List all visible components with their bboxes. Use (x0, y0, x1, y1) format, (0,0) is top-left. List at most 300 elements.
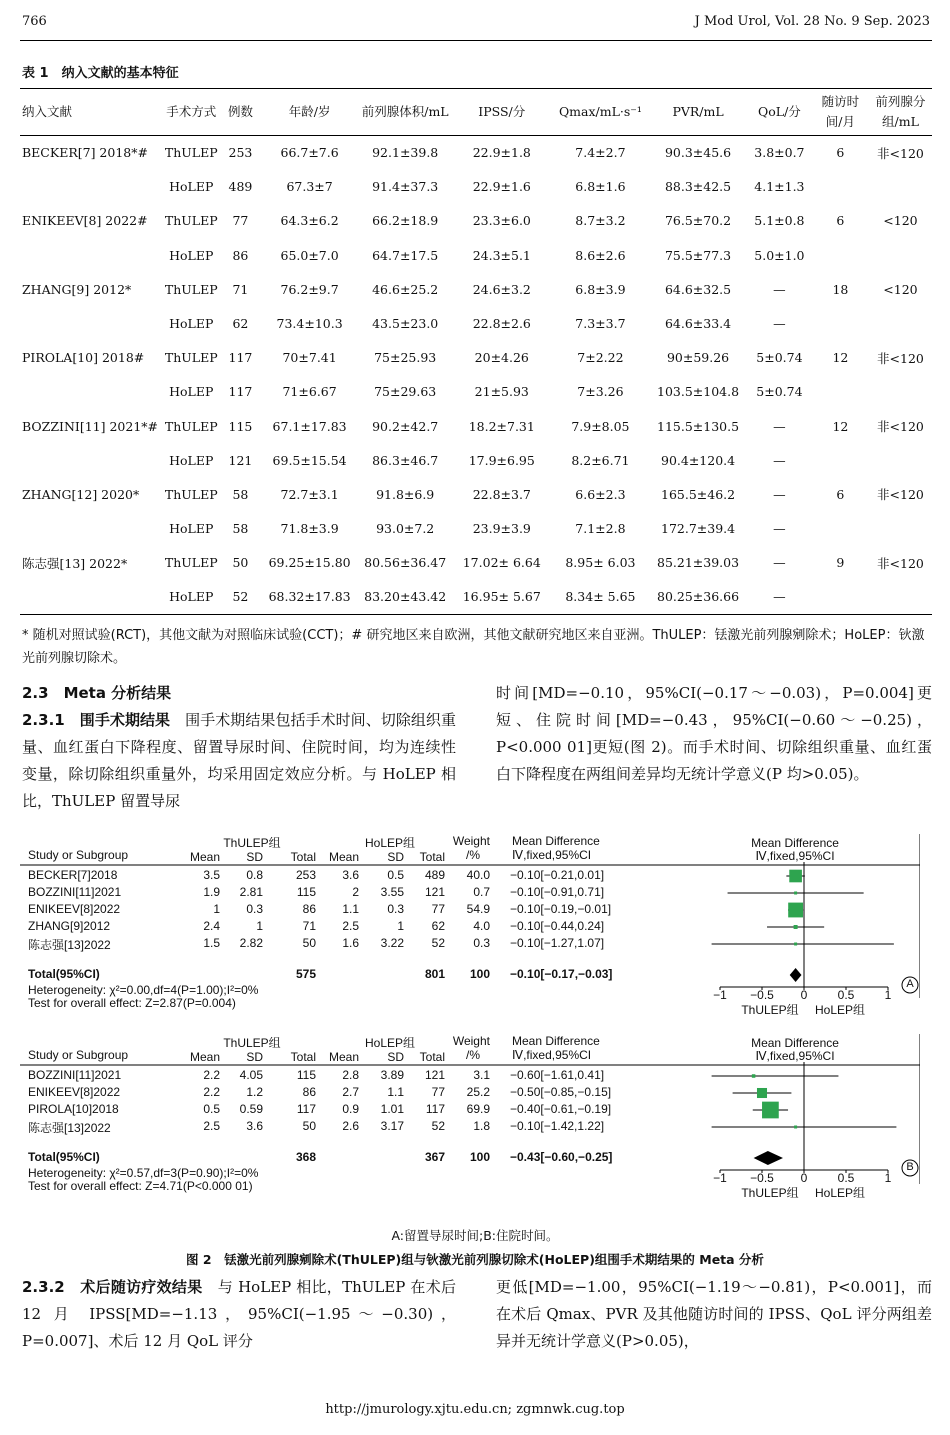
group1-header: ThULEP组 (223, 1036, 281, 1050)
table-cell (20, 512, 162, 546)
mean2-value: 2.5 (342, 919, 359, 933)
sd1-value: 3.6 (246, 1119, 263, 1133)
sd2-header: SD (387, 850, 404, 864)
table-cell (869, 306, 932, 340)
table-cell (20, 443, 162, 477)
table-cell: 115.5±130.5 (657, 418, 740, 434)
mean2-header: Mean (328, 850, 359, 864)
table-cell: 90.4±120.4 (661, 452, 736, 468)
table-cell: PIROLA[10] 2018# (22, 350, 145, 366)
axis-label-left: ThULEP组 (741, 1186, 799, 1200)
table-cell: 75±29.63 (374, 384, 437, 400)
table-cell: 4.1±1.3 (754, 179, 805, 195)
table-cell: 75±25.93 (374, 350, 437, 366)
table-cell: <120 (883, 213, 918, 229)
effect-square (794, 892, 797, 895)
table-cell: HoLEP (162, 580, 220, 614)
table-row (20, 443, 932, 477)
table-row (20, 580, 932, 614)
table-cell (869, 375, 932, 409)
weight-unit: /% (465, 848, 480, 862)
table-cell: 7.1±2.8 (575, 521, 626, 537)
table-cell: 20±4.26 (474, 350, 529, 366)
overall-effect: Test for overall effect: Z=4.71(P<0.000 01) (28, 1179, 253, 1193)
total1-value: 253 (295, 868, 316, 882)
panel-label: B (906, 1161, 914, 1173)
table-cell: 非<120 (877, 145, 924, 161)
table-cell: 64.3±6.2 (280, 213, 339, 229)
figure-subcaption: A:留置导尿时间;B:住院时间。 (391, 1228, 559, 1243)
table-cell: — (773, 555, 786, 571)
md-plot-method: Ⅳ,fixed,95%CI (755, 1049, 835, 1063)
table-cell: 18.2±7.31 (468, 418, 535, 434)
sd1-header: SD (246, 1050, 263, 1064)
table-row (20, 512, 932, 546)
mean1-value: 3.5 (203, 868, 220, 882)
forest-plot-b (20, 1034, 920, 1210)
study-name: BECKER[7]2018 (28, 868, 118, 882)
table-cell: 73.4±10.3 (276, 316, 343, 332)
table-cell: 69.5±15.54 (272, 452, 347, 468)
col-followup: 随访时间/月 (812, 89, 869, 136)
sd2-value: 3.89 (380, 1068, 404, 1082)
table-cell: ThULEP (164, 350, 218, 366)
table-cell: ThULEP (164, 145, 218, 161)
table-cell: 8.7±3.2 (575, 213, 626, 229)
mean2-value: 2.7 (342, 1085, 359, 1099)
table-row (20, 136, 932, 170)
sd2-value: 0.3 (387, 902, 404, 916)
total-n2: 801 (424, 967, 445, 981)
table-cell: 5±0.74 (756, 350, 803, 366)
table-cell: 165.5±46.2 (661, 486, 736, 502)
mean1-value: 1.9 (203, 885, 220, 899)
table-cell: 75.5±77.3 (664, 247, 732, 263)
table-cell: 72.7±3.1 (280, 486, 339, 502)
table-cell: HoLEP (169, 316, 214, 332)
total2-value: 77 (431, 902, 445, 916)
mean1-value: 1 (213, 902, 220, 916)
table-cell: 172.7±39.4 (661, 521, 736, 537)
sd1-value: 1 (256, 919, 263, 933)
table-row (20, 375, 932, 409)
weight-value: 69.9 (466, 1102, 490, 1116)
table-cell: 85.21±39.03 (657, 555, 740, 571)
page-number: 766 (22, 14, 47, 29)
effect-square (794, 1126, 797, 1129)
table-cell (869, 512, 932, 546)
axis-tick-label: −0.5 (750, 1171, 774, 1185)
total-n2: 367 (424, 1150, 445, 1164)
table-cell: 103.5±104.8 (657, 384, 740, 400)
table-cell: 非<120 (877, 419, 924, 435)
table-cell (869, 238, 932, 272)
mean1-value: 2.2 (203, 1085, 220, 1099)
table-row (20, 238, 932, 272)
table-cell: 12 (832, 418, 849, 434)
md-plot-method: Ⅳ,fixed,95%CI (755, 849, 835, 863)
table-cell: 117 (228, 384, 253, 400)
axis-tick-label: 0 (800, 988, 808, 1002)
total2-value: 62 (431, 919, 445, 933)
table-cell: 22.9±1.6 (472, 179, 531, 195)
table-header-row (20, 89, 932, 136)
table-cell: 21±5.93 (474, 384, 529, 400)
section-text-right: 时间[MD=−0.10，95%CI(−0.17～−0.03)，P=0.004]更短、住院时间[MD=−0.43，95%CI(−0.60～−0.25)，P<0.000 01]更短(图 2)。而手术时间、切除组织重量、血红蛋白下降程度在两组间差异均无统计学意义(P 均>0.05)。 (496, 684, 932, 783)
table-cell: 8.34± 5.65 (552, 580, 650, 614)
total-ci: −0.43[−0.60,−0.25] (510, 1150, 613, 1164)
table-cell: 64.6±33.4 (664, 316, 732, 332)
col-volume: 前列腺体积/mL (358, 89, 452, 136)
heterogeneity: Heterogeneity: χ²=0.00,df=4(P=1.00);I²=0% (28, 983, 259, 997)
table-cell: 16.95± 5.67 (452, 580, 552, 614)
table-cell: <120 (883, 281, 918, 297)
table-cell: 64.6±32.5 (664, 281, 732, 297)
table-cell: ENIKEEV[8] 2022# (22, 213, 148, 229)
mean1-value: 1.5 (203, 936, 220, 950)
total2-value: 489 (424, 868, 445, 882)
followup-text-right: 更低[MD=−1.00，95%CI(−1.19～−0.81)，P<0.001]，而在术后 Qmax、PVR 及其他随访时间的 IPSS、QoL 评分两组差异并无统计学意义(P>0.05)， (496, 1278, 932, 1350)
table-cell: 7.4±2.7 (575, 145, 626, 161)
group2-header: HoLEP组 (364, 836, 416, 850)
table-row (20, 546, 932, 580)
table-cell: HoLEP (169, 247, 214, 263)
table-cell: 5±0.74 (756, 384, 803, 400)
table-cell: ThULEP (164, 555, 218, 571)
table-cell: 22.8±2.6 (472, 316, 531, 332)
sd2-value: 0.5 (387, 868, 404, 882)
table-cell: 24.6±3.2 (472, 281, 531, 297)
weight-value: 25.2 (466, 1085, 490, 1099)
table-row (20, 170, 932, 204)
table-cell: 67.1±17.83 (272, 418, 347, 434)
study-header: Study or Subgroup (28, 848, 129, 862)
axis-label-left: ThULEP组 (741, 1003, 799, 1017)
table-cell: 22.9±1.8 (472, 145, 531, 161)
table-cell (20, 238, 162, 272)
total2-value: 52 (431, 1119, 445, 1133)
axis-label-right: HoLEP组 (814, 1186, 866, 1200)
mean2-header: Mean (328, 1050, 359, 1064)
md-header: Mean Difference (512, 1034, 600, 1048)
total1-value: 71 (302, 919, 316, 933)
table-cell: 489 (228, 179, 253, 195)
table-cell: ThULEP (164, 213, 218, 229)
axis-tick-label: 0.5 (837, 988, 855, 1002)
total1-value: 86 (302, 1085, 316, 1099)
weight-unit: /% (465, 1048, 480, 1062)
table-cell: 52 (220, 580, 261, 614)
axis-label-right: HoLEP组 (814, 1003, 866, 1017)
table-cell: 3.8±0.7 (754, 145, 805, 161)
table-cell: 90±59.26 (666, 350, 730, 366)
table-cell: HoLEP (169, 521, 214, 537)
total2-header: Total (419, 1050, 445, 1064)
table-cell: ThULEP (164, 281, 218, 297)
table-cell: 69.25±15.80 (268, 555, 351, 571)
total1-header: Total (290, 850, 316, 864)
study-name: BOZZINI[11]2021 (28, 885, 122, 899)
table-cell: 65.0±7.0 (280, 247, 339, 263)
ci-text: −0.60[−1.61,0.41] (510, 1068, 605, 1082)
subsection-heading: 2.3.1 围手术期结果 (22, 711, 171, 729)
mean1-value: 0.5 (203, 1102, 220, 1116)
total2-value: 117 (425, 1102, 445, 1116)
table-cell: — (773, 486, 786, 502)
mean2-value: 2.8 (342, 1068, 359, 1082)
table-cell: 17.02± 6.64 (462, 555, 541, 571)
weight-value: 54.9 (466, 902, 490, 916)
table-cell: 5.0±1.0 (754, 247, 805, 263)
table-cell: 23.3±6.0 (472, 213, 531, 229)
table-row (20, 409, 932, 443)
table-cell: ThULEP (164, 486, 218, 502)
weight-header: Weight (452, 1034, 490, 1048)
table-cell: 9 (836, 555, 845, 571)
sd2-value: 1 (397, 919, 404, 933)
table-cell: 71 (232, 281, 249, 297)
table-cell: 7.3±3.7 (575, 316, 626, 332)
table-cell: 58 (232, 521, 249, 537)
table-cell: 46.6±25.2 (372, 281, 439, 297)
sd2-value: 3.55 (380, 885, 404, 899)
table-cell: BECKER[7] 2018*# (22, 145, 148, 161)
table-cell: 121 (228, 452, 253, 468)
mean1-value: 2.4 (203, 919, 220, 933)
md-plot-header: Mean Difference (751, 836, 839, 850)
table-cell: 66.7±7.6 (280, 145, 339, 161)
total1-value: 50 (302, 936, 316, 950)
table-cell: 6 (836, 486, 845, 502)
table-cell: 253 (228, 145, 253, 161)
table-cell: 43.5±23.0 (372, 316, 439, 332)
col-study: 纳入文献 (20, 89, 162, 136)
table-cell: 50 (232, 555, 249, 571)
table-cell: HoLEP (169, 384, 214, 400)
study-name: 陈志强[13]2022 (28, 938, 111, 952)
table-cell: 117 (228, 350, 253, 366)
axis-tick-label: −0.5 (750, 988, 774, 1002)
total-n1: 368 (295, 1150, 316, 1164)
table-cell: 91.8±6.9 (376, 486, 435, 502)
mean1-header: Mean (189, 850, 220, 864)
table-cell: 7±2.22 (577, 350, 624, 366)
table-cell: 86.3±46.7 (372, 452, 439, 468)
header-rule (20, 40, 932, 41)
table-row (20, 272, 932, 306)
table-cell: ThULEP (164, 418, 218, 434)
pooled-diamond (754, 1151, 783, 1165)
table-cell (869, 170, 932, 204)
footer-url: http://jmurology.xjtu.edu.cn; zgmnwk.cug.top (325, 1402, 625, 1417)
effect-square (789, 870, 802, 883)
sd2-value: 3.17 (380, 1119, 404, 1133)
axis-tick-label: 0 (800, 1171, 808, 1185)
table-cell: 17.9±6.95 (468, 452, 535, 468)
table-cell (812, 443, 869, 477)
ci-text: −0.10[−0.19,−0.01] (510, 902, 612, 916)
weight-value: 1.8 (473, 1119, 490, 1133)
table-cell: 68.32±17.83 (261, 580, 359, 614)
table-cell: 71±6.67 (282, 384, 337, 400)
table-cell: 115 (228, 418, 253, 434)
group1-header: ThULEP组 (223, 836, 281, 850)
table-cell: ZHANG[9] 2012* (22, 281, 132, 297)
table-cell: — (773, 316, 786, 332)
total-weight: 100 (469, 967, 490, 981)
table-cell (869, 580, 932, 614)
mean2-value: 2 (352, 885, 359, 899)
table-cell: 93.0±7.2 (376, 521, 435, 537)
followup-paragraph-left: 与 HoLEP 相比，ThULEP 在术后 12 月 IPSS[MD=−1.13，95%CI(−1.95～−0.30)，P=0.007]、术后 12 月 QoL 评分 (22, 1278, 456, 1350)
table-cell: — (747, 580, 812, 614)
table-cell: 8.95± 6.03 (565, 555, 636, 571)
total-label: Total(95%CI) (28, 967, 100, 981)
sd1-value: 1.2 (246, 1085, 263, 1099)
table-cell: — (773, 418, 786, 434)
journal-info: J Mod Urol, Vol. 28 No. 9 Sep. 2023 (694, 14, 930, 29)
table-cell: — (773, 281, 786, 297)
study-name: BOZZINI[11]2021 (28, 1068, 122, 1082)
ci-text: −0.50[−0.85,−0.15] (510, 1085, 612, 1099)
sd2-header: SD (387, 1050, 404, 1064)
forest-plot-a (20, 834, 920, 1024)
col-qmax: Qmax/mL·s⁻¹ (552, 89, 650, 136)
mean2-value: 1.1 (342, 902, 359, 916)
sd2-value: 1.01 (380, 1102, 404, 1116)
table-row (20, 306, 932, 340)
table-cell (812, 580, 869, 614)
table-cell: 66.2±18.9 (372, 213, 439, 229)
total-n1: 575 (295, 967, 316, 981)
axis-tick-label: 1 (884, 988, 892, 1002)
md-method: Ⅳ,fixed,95%CI (512, 1048, 592, 1062)
table-cell: 62 (232, 316, 249, 332)
table-cell: 8.2±6.71 (571, 452, 630, 468)
effect-square (757, 1088, 767, 1098)
table-cell: 7±3.26 (577, 384, 624, 400)
table-cell: 71.8±3.9 (280, 521, 339, 537)
axis-tick-label: 0.5 (837, 1171, 855, 1185)
table-cell: 7.9±8.05 (571, 418, 630, 434)
study-name: ENIKEEV[8]2022 (28, 902, 121, 916)
panel-label: A (906, 978, 914, 990)
total2-value: 52 (431, 936, 445, 950)
study-name: ENIKEEV[8]2022 (28, 1085, 121, 1099)
sd1-value: 2.81 (239, 885, 263, 899)
total1-value: 115 (296, 1068, 316, 1082)
table-cell (812, 375, 869, 409)
total1-header: Total (290, 1050, 316, 1064)
table-cell (20, 170, 162, 204)
effect-square (794, 925, 798, 929)
mean2-value: 3.6 (342, 868, 359, 882)
table-cell: 8.6±2.6 (575, 247, 626, 263)
weight-value: 3.1 (473, 1068, 490, 1082)
table-row (20, 204, 932, 238)
total1-value: 50 (302, 1119, 316, 1133)
total-ci: −0.10[−0.17,−0.03] (510, 967, 613, 981)
table-cell: 6 (836, 213, 845, 229)
col-age: 年龄/岁 (261, 89, 359, 136)
axis-tick-label: −1 (713, 1171, 727, 1185)
col-surgery: 手术方式 (162, 89, 220, 136)
table-cell: 23.9±3.9 (472, 521, 531, 537)
section-heading: 2.3 Meta 分析结果 (22, 684, 172, 702)
table-cell (812, 238, 869, 272)
total1-value: 117 (296, 1102, 316, 1116)
table-cell: 6.8±3.9 (575, 281, 626, 297)
table-cell: 80.56±36.47 (364, 555, 447, 571)
effect-square (788, 903, 803, 918)
table-cell: — (773, 452, 786, 468)
table-cell: 22.8±3.7 (472, 486, 531, 502)
table-cell (20, 580, 162, 614)
sd1-header: SD (246, 850, 263, 864)
table-note: * 随机对照试验(RCT)，其他文献为对照临床试验(CCT)；# 研究地区来自欧洲，其他文献研究地区来自亚洲。ThULEP：铥激光前列腺剜除术；HoLEP：钬激光前列腺切除术。 (22, 628, 925, 666)
sd1-value: 0.8 (246, 868, 263, 882)
study-header: Study or Subgroup (28, 1048, 129, 1062)
table-cell: 58 (232, 486, 249, 502)
weight-value: 40.0 (466, 868, 490, 882)
effect-square (752, 1074, 756, 1078)
mean1-value: 2.2 (203, 1068, 220, 1082)
axis-tick-label: 1 (884, 1171, 892, 1185)
table-cell: 12 (832, 350, 849, 366)
heterogeneity: Heterogeneity: χ²=0.57,df=3(P=0.90);I²=0% (28, 1166, 259, 1180)
table-cell: 91.4±37.3 (372, 179, 439, 195)
overall-effect: Test for overall effect: Z=2.87(P=0.004) (28, 996, 236, 1010)
total1-value: 86 (302, 902, 316, 916)
ci-text: −0.40[−0.61,−0.19] (510, 1102, 612, 1116)
axis-tick-label: −1 (713, 988, 727, 1002)
table-cell: 90.2±42.7 (372, 418, 439, 434)
table-cell (812, 306, 869, 340)
followup-text-left (22, 1274, 456, 1355)
table-cell: 83.20±43.42 (358, 580, 452, 614)
table-cell: 76.5±70.2 (664, 213, 732, 229)
mean2-value: 0.9 (342, 1102, 359, 1116)
pooled-diamond (790, 968, 802, 982)
table-cell: 6.6±2.3 (575, 486, 626, 502)
table-cell (812, 170, 869, 204)
table-cell: 86 (232, 247, 249, 263)
section-text-left (22, 707, 456, 815)
sd2-value: 3.22 (380, 936, 404, 950)
table-cell: 非<120 (877, 555, 924, 571)
ci-text: −0.10[−0.44,0.24] (510, 919, 605, 933)
ci-text: −0.10[−0.21,0.01] (510, 868, 605, 882)
mean1-value: 2.5 (203, 1119, 220, 1133)
effect-square (794, 943, 797, 946)
col-pvr: PVR/mL (649, 89, 747, 136)
group2-header: HoLEP组 (364, 1036, 416, 1050)
table-cell: 5.1±0.8 (754, 213, 805, 229)
total1-value: 115 (296, 885, 316, 899)
md-plot-header: Mean Difference (751, 1036, 839, 1050)
table-cell: 6.8±1.6 (575, 179, 626, 195)
total2-value: 77 (431, 1085, 445, 1099)
table-cell: 非<120 (877, 350, 924, 366)
table-cell (20, 375, 162, 409)
table-cell (812, 512, 869, 546)
table-cell: — (773, 521, 786, 537)
table-cell: 陈志强[13] 2022* (22, 555, 128, 571)
total2-value: 121 (424, 885, 445, 899)
weight-header: Weight (452, 834, 490, 848)
sd2-value: 1.1 (387, 1085, 404, 1099)
table-cell: 64.7±17.5 (372, 247, 439, 263)
